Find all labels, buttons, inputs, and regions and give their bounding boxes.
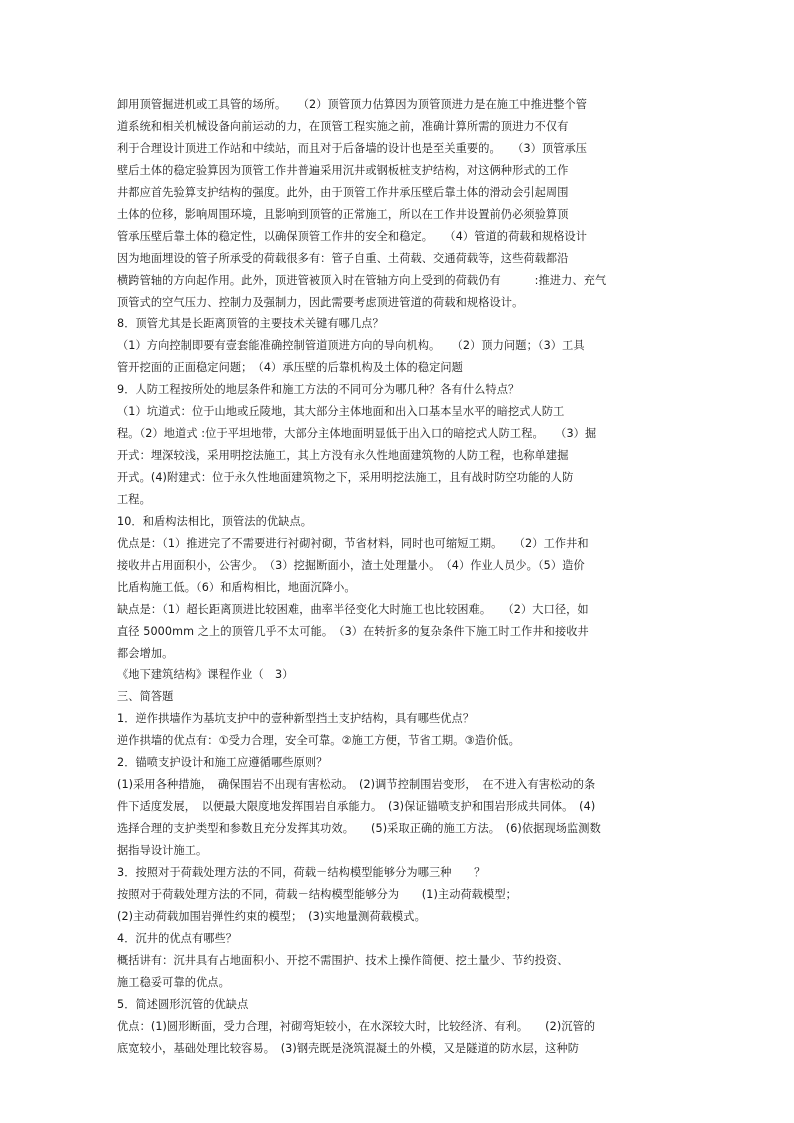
text-line: 9．人防工程按所处的地层条件和施工方法的不同可分为哪几种？各有什么特点？ <box>117 383 520 396</box>
text-line: 壁后土体的稳定验算因为顶管工作井普遍采用沉井或钢板桩支护结构，对这俩种形式的工作 <box>117 164 569 177</box>
text-line: 开式。(4)附建式：位于永久性地面建筑物之下，采用明挖法施工，且有战时防空功能的人防 <box>117 471 574 484</box>
text-line: 8．顶管尤其是长距离顶管的主要技术关键有哪几点？ <box>117 317 384 330</box>
text-line: 选择合理的支护类型和参数且充分发挥其功效。 (5)采取正确的施工方法。 (6)依据现场监测数 <box>117 822 601 835</box>
text-line: 因为地面埋设的管子所承受的荷载很多有：管子自重、土荷载、交通荷载等，这些荷载都沿 <box>117 252 569 265</box>
text-line: 卸用顶管掘进机或工具管的场所。 （2）顶管顶力估算因为顶管顶进力是在施工中推进整个管 <box>117 98 588 111</box>
text-line: (1)采用各种措施， 确保围岩不出现有害松动。 (2)调节控制围岩变形， 在不进入有害松动的条 <box>117 778 596 791</box>
text-line: （1）坑道式：位于山地或丘陵地，其大部分主体地面和出入口基本呈水平的暗挖式人防工 <box>117 405 565 418</box>
text-line: 管承压壁后靠土体的稳定性，以确保顶管工作井的安全和稳定。 （4）管道的荷载和规格设计 <box>117 230 588 243</box>
text-line: 3．按照对于荷载处理方法的不同，荷载－结构模型能够分为哪三种 ？ <box>117 866 486 879</box>
text-line: 据指导设计施工。 <box>117 844 208 857</box>
text-line: （1）方向控制即要有壹套能准确控制管道顶进方向的导向机构。 （2）顶力问题；（3）工具 <box>117 339 585 352</box>
text-line: 底宽较小，基础处理比较容易。 (3)钢壳既是浇筑混凝土的外模，又是隧道的防水层，这种防 <box>117 1042 580 1055</box>
text-line: 件下适度发展， 以便最大限度地发挥围岩自承能力。 (3)保证锚喷支护和围岩形成共同体。 (4) <box>117 800 596 813</box>
text-line: 10．和盾构法相比，顶管法的优缺点。 <box>117 515 313 528</box>
text-line: 利于合理设计顶进工作站和中续站，而且对于后备墙的设计也是至关重要的。 （3）顶管承压 <box>117 142 588 155</box>
text-line: 三、简答题 <box>117 690 174 703</box>
text-line: 程。（2）地道式 :位于平坦地带，大部分主体地面明显低于出入口的暗挖式人防工程。 （3）掘 <box>117 427 597 440</box>
text-line: 优点：(1)圆形断面，受力合理，衬砌弯矩较小，在水深较大时，比较经济、有利。 (2)沉管的 <box>117 1020 596 1033</box>
text-line: 管开挖面的正面稳定问题； （4）承压壁的后靠机构及土体的稳定问题 <box>117 361 463 374</box>
text-line: 施工稳妥可靠的优点。 <box>117 976 230 989</box>
text-line: 比盾构施工低。（6）和盾构相比，地面沉降小。 <box>117 581 356 594</box>
text-line: 横跨管轴的方向起作用。此外，顶进管被顶入时在管轴方向上受到的荷载仍有 :推进力、充气 <box>117 274 607 287</box>
text-line: 开式：埋深较浅，采用明挖法施工，其上方没有永久性地面建筑物的人防工程，也称单建掘 <box>117 449 569 462</box>
text-line: (2)主动荷载加围岩弹性约束的模型； (3)实地量测荷载模式。 <box>117 910 426 923</box>
text-line: 4．沉井的优点有哪些？ <box>117 932 238 945</box>
text-line: 5．简述圆形沉管的优缺点 <box>117 998 249 1011</box>
text-line: 土体的位移，影响周围环境，且影响到顶管的正常施工，所以在工作井设置前仍必须验算顶 <box>117 208 569 221</box>
text-line: 1．逆作拱墙作为基坑支护中的壹种新型挡土支护结构，具有哪些优点？ <box>117 712 475 725</box>
text-line: 按照对于荷载处理方法的不同，荷载－结构模型能够分为 (1)主动荷载模型； <box>117 888 517 901</box>
text-line: 都会增加。 <box>117 647 174 660</box>
text-line: 缺点是：（1）超长距离顶进比较困难，曲率半径变化大时施工也比较困难。 （2）大口径，如 <box>117 603 589 616</box>
text-line: 工程。 <box>117 493 151 506</box>
text-line: 直径 5000mm 之上的顶管几乎不太可能。 （3）在转折多的复杂条件下施工时工作井和接收井 <box>117 625 589 638</box>
text-line: 《地下建筑结构》课程作业（ 3） <box>117 668 294 681</box>
text-line: 优点是：（1）推进完了不需要进行衬砌衬砌，节省材料，同时也可缩短工期。 （2）工作井和 <box>117 537 589 550</box>
text-line: 概括讲有：沉井具有占地面积小、开挖不需围护、技术上操作简便、挖土量少、节约投资、 <box>117 954 569 967</box>
text-line: 逆作拱墙的优点有：①受力合理，安全可靠。②施工方便，节省工期。③造价低。 <box>117 734 520 747</box>
text-line: 道系统和相关机械设备向前运动的力，在顶管工程实施之前，准确计算所需的顶进力不仅有 <box>117 120 569 133</box>
text-line: 井都应首先验算支护结构的强度。此外，由于顶管工作井承压壁后靠土体的滑动会引起周围 <box>117 186 569 199</box>
text-line: 接收井占用面积小，公害少。 （3）挖掘断面小，渣土处理量小。 （4）作业人员少。（5）造价 <box>117 559 585 572</box>
text-line: 2．锚喷支护设计和施工应遵循哪些原则？ <box>117 756 328 769</box>
text-line: 顶管式的空气压力、控制力及强制力，因此需要考虑顶进管道的荷载和规格设计。 <box>117 296 524 309</box>
